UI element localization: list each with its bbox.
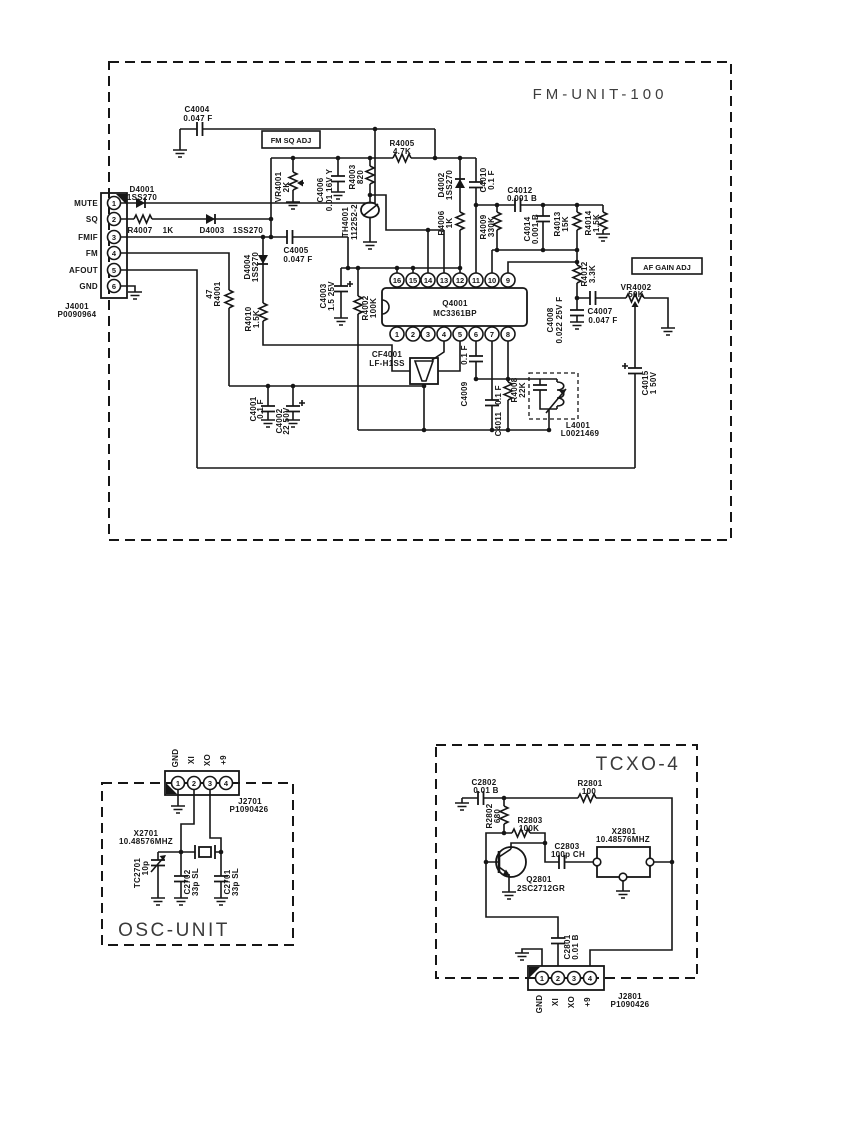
- signal-gnd: GND: [535, 994, 544, 1014]
- ic-pin: 11: [472, 276, 480, 285]
- r4013-resistor: [573, 212, 581, 230]
- label-x2701-val: 10.48576MHZ: [119, 837, 173, 846]
- label-c4001-ref: C4001: [249, 396, 258, 422]
- label-c2803-ref: C2803: [554, 842, 580, 851]
- ground-icon: [171, 806, 185, 813]
- label-c4014-val: 0.001 B: [531, 213, 540, 245]
- ground-icon: [173, 150, 187, 157]
- label-cf4001-ref: CF4001: [371, 350, 403, 359]
- ic-bottom-pins: [390, 327, 515, 341]
- ground-icon: [616, 891, 630, 898]
- label-c4008-ref: C4008: [546, 307, 555, 333]
- label-r4007-val: 1K: [162, 226, 174, 235]
- ic-pin: 13: [439, 276, 449, 285]
- label-c4002-ref: C4002: [275, 408, 284, 434]
- signal-plus9: +9: [583, 997, 592, 1007]
- ic-pin: 10: [487, 276, 497, 285]
- label-c2801-val: 0.01 B: [571, 934, 580, 960]
- label-l4001-val: L0021469: [560, 429, 600, 438]
- label-r4001-ref: R4001: [213, 281, 222, 307]
- label-q4001-ref: Q4001: [442, 299, 468, 308]
- pin-number: 3: [571, 974, 577, 983]
- label-vr4001-val: 2K: [282, 181, 291, 193]
- label-r4009-ref: R4009: [479, 214, 488, 240]
- signal-xi: XI: [551, 997, 560, 1007]
- ground-icon: [596, 234, 610, 241]
- q2801-transistor: [496, 847, 526, 877]
- fm-unit-title: FM-UNIT-100: [532, 86, 668, 103]
- label-c4010-ref: C4010: [479, 167, 488, 193]
- label-j4001-ref: J4001: [65, 302, 89, 311]
- osc-connector: [165, 749, 269, 814]
- label-d4001-val: 1SS270: [126, 193, 158, 202]
- label-r4010-ref: R4010: [244, 306, 253, 332]
- label-c4007-ref: C4007: [587, 307, 613, 316]
- ground-icon: [661, 328, 675, 335]
- ic-pin: 12: [455, 276, 465, 285]
- label-c4006-val: 0.01 16V Y: [325, 168, 334, 212]
- ic-pin: 15: [408, 276, 418, 285]
- pin-number: 3: [207, 779, 213, 788]
- x2701-crystal: [199, 847, 211, 857]
- label-r4012-val: 3.3K: [588, 264, 597, 284]
- signal-plus9: +9: [219, 755, 228, 765]
- label-q4001-part: MC3361BP: [433, 309, 477, 318]
- label-vr4001-ref: VR4001: [274, 171, 283, 203]
- label-j2801-ref: J2801: [618, 992, 642, 1001]
- pin-number: 5: [111, 266, 117, 275]
- label-r4006-val: 1K: [445, 217, 454, 229]
- ground-icon: [363, 242, 377, 249]
- ic-pin: 3: [425, 330, 431, 339]
- label-r4009-val: 330K: [487, 216, 496, 238]
- signal-gnd: GND: [79, 282, 98, 291]
- label-r4003-val: 820: [356, 169, 365, 185]
- label-c2702-val: 33p SL: [191, 867, 200, 897]
- c4005-capacitor: [287, 230, 293, 244]
- label-x2701-ref: X2701: [133, 829, 159, 838]
- label-r4005-val: 4.7K: [392, 147, 412, 156]
- osc-unit-title: OSC-UNIT: [118, 920, 230, 941]
- label-c2701-ref: C2701: [223, 869, 232, 895]
- ground-icon: [455, 803, 469, 810]
- label-c2801-ref: C2801: [563, 934, 572, 960]
- pin-number: 4: [587, 974, 593, 983]
- label-c2701-val: 33p SL: [231, 867, 240, 897]
- label-c4015-ref: C4015: [641, 370, 650, 396]
- label-c4005-ref: C4005: [283, 246, 309, 255]
- d4002-diode: [455, 179, 465, 188]
- signal-xo: XO: [203, 753, 212, 767]
- label-c4005-val: 0.047 F: [283, 255, 313, 264]
- signal-afout: AFOUT: [68, 266, 98, 275]
- ic-pin: 14: [423, 276, 433, 285]
- ground-icon: [128, 292, 142, 299]
- pin-number: 2: [111, 215, 117, 224]
- label-r2803-ref: R2803: [517, 816, 543, 825]
- c4007-capacitor: [590, 291, 596, 305]
- label-r4007-ref: R4007: [127, 226, 153, 235]
- label-j4001-part: P0090964: [57, 310, 97, 319]
- label-vr4002-ref: VR4002: [620, 283, 652, 292]
- signal-sq: SQ: [85, 215, 98, 224]
- label-j2701-ref: J2701: [238, 797, 262, 806]
- signal-xi: XI: [187, 755, 196, 765]
- label-r4013-ref: R4013: [553, 211, 562, 237]
- label-q2801-val: 2SC2712GR: [516, 884, 566, 893]
- label-c4011-ref: C4011: [494, 411, 503, 437]
- label-d4003-ref: D4003: [199, 226, 225, 235]
- af-gain-adj-box: AF GAIN ADJ: [643, 263, 691, 272]
- ground-icon: [174, 898, 188, 905]
- label-c4004-val: 0.047 F: [183, 114, 213, 123]
- ic-pin: 5: [457, 330, 463, 339]
- label-r2802-ref: R2802: [485, 803, 494, 829]
- label-r4014-val: 1.5K: [592, 213, 601, 233]
- label-x2801-val: 10.48576MHZ: [596, 835, 650, 844]
- label-c4011-val: 0.1 F: [494, 385, 503, 405]
- ic-pin: 4: [441, 330, 447, 339]
- signal-xo: XO: [567, 995, 576, 1009]
- ground-icon: [570, 322, 584, 329]
- pin-number: 4: [223, 779, 229, 788]
- label-d4002-val: 1SS270: [445, 169, 454, 201]
- label-r2802-val: 680: [493, 808, 502, 824]
- ic-pin: 8: [505, 330, 511, 339]
- r4007-resistor: [134, 215, 152, 223]
- ic-pin: 1: [394, 330, 400, 339]
- label-c2702-ref: C2702: [183, 869, 192, 895]
- ic-notch: [382, 300, 389, 314]
- fm-wiring: [120, 129, 668, 468]
- label-c4002-val: 22 50V: [282, 407, 291, 435]
- x2801-terminal: [646, 858, 654, 866]
- label-c4014-ref: C4014: [523, 216, 532, 242]
- label-d4003-val: 1SS270: [232, 226, 264, 235]
- label-d4004-ref: D4004: [243, 254, 252, 280]
- label-c4009-ref: C4009: [460, 381, 469, 407]
- pin-number: 1: [539, 974, 545, 983]
- label-vr4002-val: 50K: [628, 290, 644, 299]
- label-j2701-part: P1090426: [229, 805, 269, 814]
- label-c4012-val: 0.001 B: [506, 194, 538, 203]
- osc-unit-block: [102, 749, 293, 945]
- label-th4001-val: 112252-2: [350, 204, 359, 240]
- c4009-capacitor: [469, 356, 483, 362]
- pin-number: 2: [191, 779, 197, 788]
- fm-labels-horizontal: [127, 105, 652, 438]
- l4001-capacitor: [533, 385, 547, 390]
- c4003-capacitor: [334, 286, 348, 292]
- pin-number: 6: [111, 282, 117, 291]
- label-r4014-ref: R4014: [584, 210, 593, 236]
- label-r4006-ref: R4006: [437, 210, 446, 236]
- r4006-resistor: [456, 212, 464, 230]
- pin-number: 2: [555, 974, 561, 983]
- label-c4003-ref: C4003: [319, 283, 328, 309]
- c4015-capacitor: [628, 368, 642, 374]
- fm-sq-adj-box: FM SQ ADJ: [270, 136, 312, 145]
- label-r2801-val: 100: [581, 787, 597, 796]
- ic-pin: 6: [473, 330, 479, 339]
- ground-icon: [151, 898, 165, 905]
- label-c2803-val: 100p CH: [550, 850, 586, 859]
- label-l4001-ref: L4001: [565, 421, 591, 430]
- fm-unit-block: [58, 62, 731, 540]
- signal-fmif: FMIF: [78, 233, 98, 242]
- label-c4003-val: 1.5 25V: [327, 281, 336, 311]
- label-c4001-val: 0.1 F: [256, 399, 265, 419]
- pin-number: 1: [111, 199, 117, 208]
- label-c4008-val: 0.022 25V F: [555, 296, 564, 344]
- label-d4002-ref: D4002: [437, 172, 446, 198]
- label-r4010-val: 1.5K: [252, 309, 261, 329]
- label-r4002-ref: R4002: [361, 295, 370, 321]
- ground-icon: [515, 953, 529, 960]
- label-r4008-val: 22K: [518, 382, 527, 398]
- ic-pin: 9: [505, 276, 511, 285]
- label-q2801-ref: Q2801: [526, 875, 552, 884]
- label-r4003-ref: R4003: [348, 164, 357, 190]
- label-th4001-ref: TH4001: [341, 206, 350, 238]
- c4008-capacitor: [570, 310, 584, 316]
- c4004-capacitor: [197, 122, 203, 136]
- label-c4010-val: 0.1 F: [487, 170, 496, 190]
- signal-gnd: GND: [171, 748, 180, 768]
- label-cf4001-val: LF-H1SS: [369, 359, 405, 368]
- label-c4015-val: 1 50V: [649, 371, 658, 395]
- osc-labels: [119, 829, 240, 896]
- label-c2802-ref: C2802: [471, 778, 497, 787]
- label-c4007-val: 0.047 F: [588, 316, 618, 325]
- label-r2801-ref: R2801: [577, 779, 603, 788]
- fm-connector: [58, 193, 127, 319]
- label-d4001-ref: D4001: [129, 185, 155, 194]
- tcxo-unit-title: TCXO-4: [595, 754, 681, 775]
- tcxo-connector: [528, 966, 650, 1013]
- label-r4013-val: 15K: [561, 216, 570, 232]
- ic-pin: 7: [489, 330, 495, 339]
- label-c2802-val: 0.01 B: [473, 786, 499, 795]
- label-tc2701-val: 10p: [141, 860, 150, 876]
- ic-top-pins: [390, 273, 515, 287]
- pin-number: 3: [111, 233, 117, 242]
- l4001-coil-box: [529, 373, 578, 419]
- x2801-terminal: [593, 858, 601, 866]
- label-tc2701-ref: TC2701: [133, 857, 142, 889]
- label-c4006-ref: C4006: [316, 177, 325, 203]
- signal-fm: FM: [85, 249, 98, 258]
- label-r4001-val: 47: [205, 289, 214, 299]
- ic-pin: 16: [392, 276, 402, 285]
- label-r4002-val: 100K: [369, 297, 378, 319]
- r4001-resistor: [225, 290, 233, 308]
- ground-icon: [502, 892, 516, 899]
- pin-number: 1: [175, 779, 181, 788]
- label-r4005-ref: R4005: [389, 139, 415, 148]
- label-d4004-val: 1SS270: [251, 251, 260, 283]
- x2801-terminal: [619, 873, 627, 881]
- signal-mute: MUTE: [74, 199, 98, 208]
- cf4001-filter: [410, 358, 438, 384]
- label-x2801-ref: X2801: [611, 827, 637, 836]
- pin-number: 4: [111, 249, 117, 258]
- ground-icon: [261, 420, 275, 427]
- label-c4009-val: 0.1 F: [460, 345, 469, 365]
- label-r2803-val: 100K: [518, 824, 540, 833]
- ic-pin: 2: [410, 330, 416, 339]
- r4003-resistor: [366, 166, 374, 184]
- d4003-diode: [206, 214, 215, 224]
- tcxo-unit-block: [436, 745, 697, 1013]
- fm-ic-q4001: [382, 273, 527, 341]
- ground-icon: [214, 898, 228, 905]
- label-c4004-ref: C4004: [184, 105, 210, 114]
- label-c4012-ref: C4012: [507, 186, 533, 195]
- label-j2801-part: P1090426: [610, 1000, 650, 1009]
- label-r4008-ref: R4008: [510, 377, 519, 403]
- ground-icon: [334, 318, 348, 325]
- label-r4012-ref: R4012: [580, 261, 589, 287]
